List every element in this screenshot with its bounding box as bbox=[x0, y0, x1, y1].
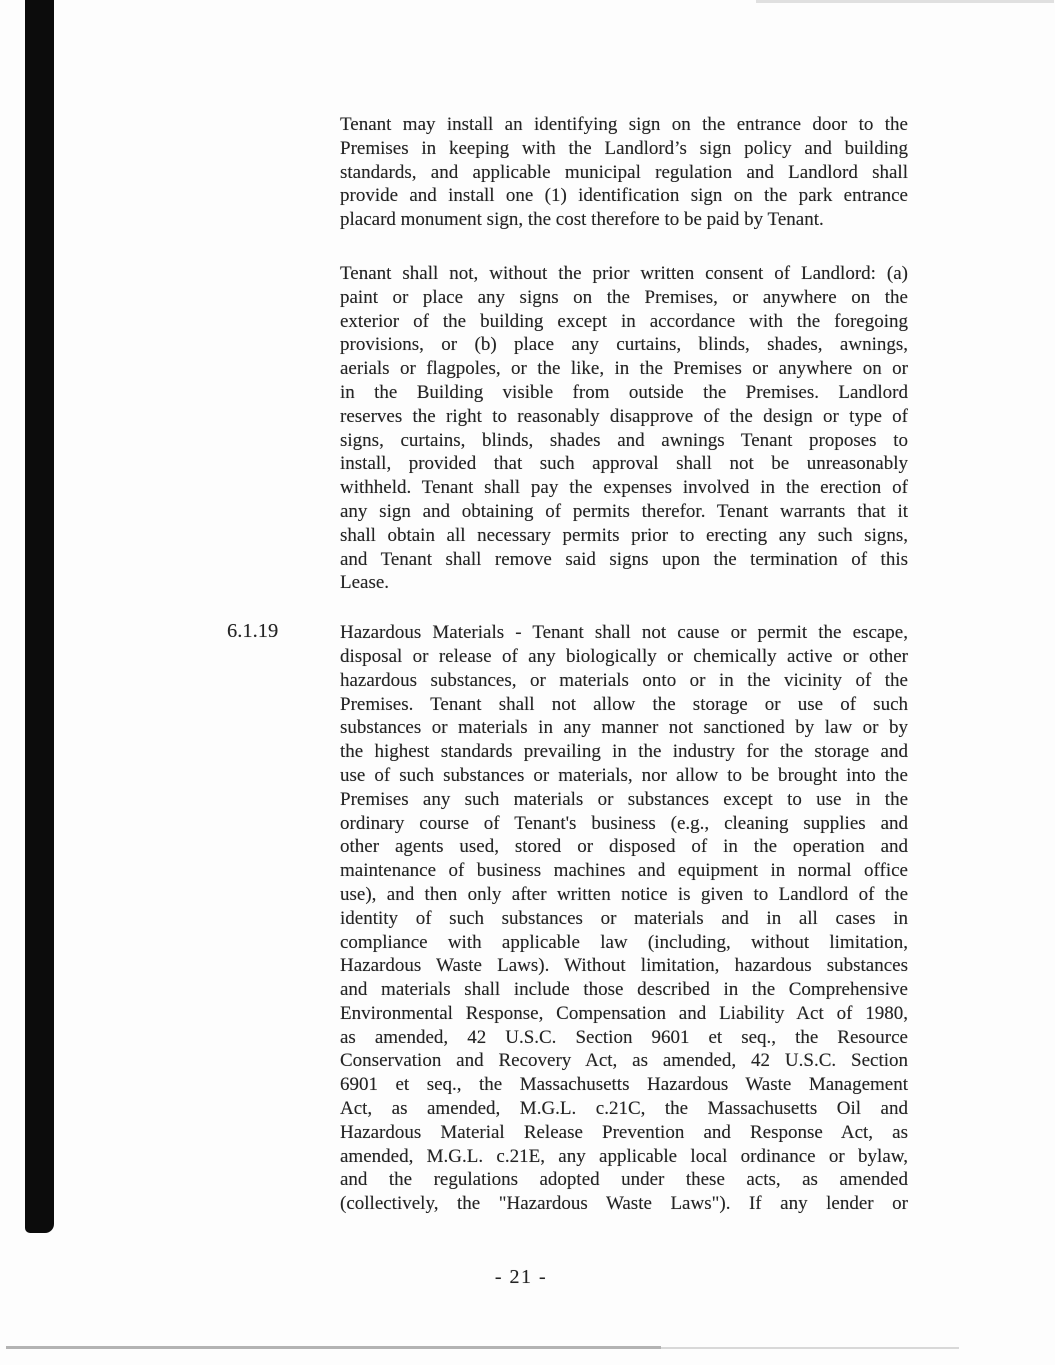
scan-bottom-line-faint-artifact bbox=[659, 1347, 959, 1349]
body-text-block bbox=[340, 113, 908, 1216]
paragraph-hazardous-materials: Hazardous Materials - Tenant shall not cause or permit the escape, disposal or release of any biologically or chemically active or other hazardous substances, or materials onto or in the vicinity of the Premises. Tenant shall not allow the storage or use of such substances or materials in any manner not sanctioned by law or by the highest standards prevailing in the industry for the storage and use of such substances or materials, nor allow to be brought into the Premises any such materials or substances except to use in the ordinary course of Tenant's business (e.g., cleaning supplies and other agents used, stored or disposed of in the operation and maintenance of business machines and equipment in normal office use), and then only after written notice is given to Landlord of the identity of such substances or materials and in all cases in compliance with applicable law (including, without limitation, Hazardous Waste Laws). Without limitation, hazardous substances and materials shall include those described in the Comprehensive Environmental Response, Compensation and Liability Act of 1980, as amended, 42 U.S.C. Section 9601 et seq., the Resource Conservation and Recovery Act, as amended, 42 U.S.C. Section 6901 et seq., the Massachusetts Hazardous Waste Management Act, as amended, M.G.L. c.21C, the Massachusetts Oil and Hazardous Material Release Prevention and Response Act, as amended, M.G.L. c.21E, any applicable local ordinance or bylaw, and the regulations adopted under these acts, as amended (collectively, the "Hazardous Waste Laws"). If any lender or bbox=[340, 622, 908, 1215]
section-number: 6.1.19 bbox=[227, 620, 279, 642]
paragraph-signage-restrictions: Tenant shall not, without the prior written consent of Landlord: (a) paint or place any signs on the Premises, or anywhere on the exterior of the building except in accordance with the foregoing provisions, or (b) place any curtains, blinds, shades, awnings, aerials or flagpoles, or the like, in the Premises or anywhere on or in the Building visible from outside the Premises. Landlord reserves the right to reasonably disapprove of the design or type of signs, curtains, blinds, shades and awnings Tenant proposes to install, provided that such approval shall not be unreasonably withheld. Tenant shall pay the expenses involved in the erection of any sign and obtaining of permits therefor. Tenant warrants that it shall obtain all necessary permits prior to erecting any such signs, and Tenant shall remove said signs upon the termination of this Lease. bbox=[340, 262, 908, 594]
scan-top-streak-artifact bbox=[756, 0, 1054, 3]
scan-bottom-line-artifact bbox=[6, 1346, 661, 1349]
page-number: - 21 - bbox=[494, 1266, 548, 1288]
paragraph-signage-install: Tenant may install an identifying sign on the entrance door to the Premises in keeping with the Landlord’s sign policy and building standards, and applicable municipal regulation and Landlord shall provide and install one (1) identification sign on the park entrance placard monument sign, the cost therefore to be paid by Tenant. bbox=[340, 114, 908, 231]
scan-edge-bar-artifact bbox=[25, 0, 54, 1233]
